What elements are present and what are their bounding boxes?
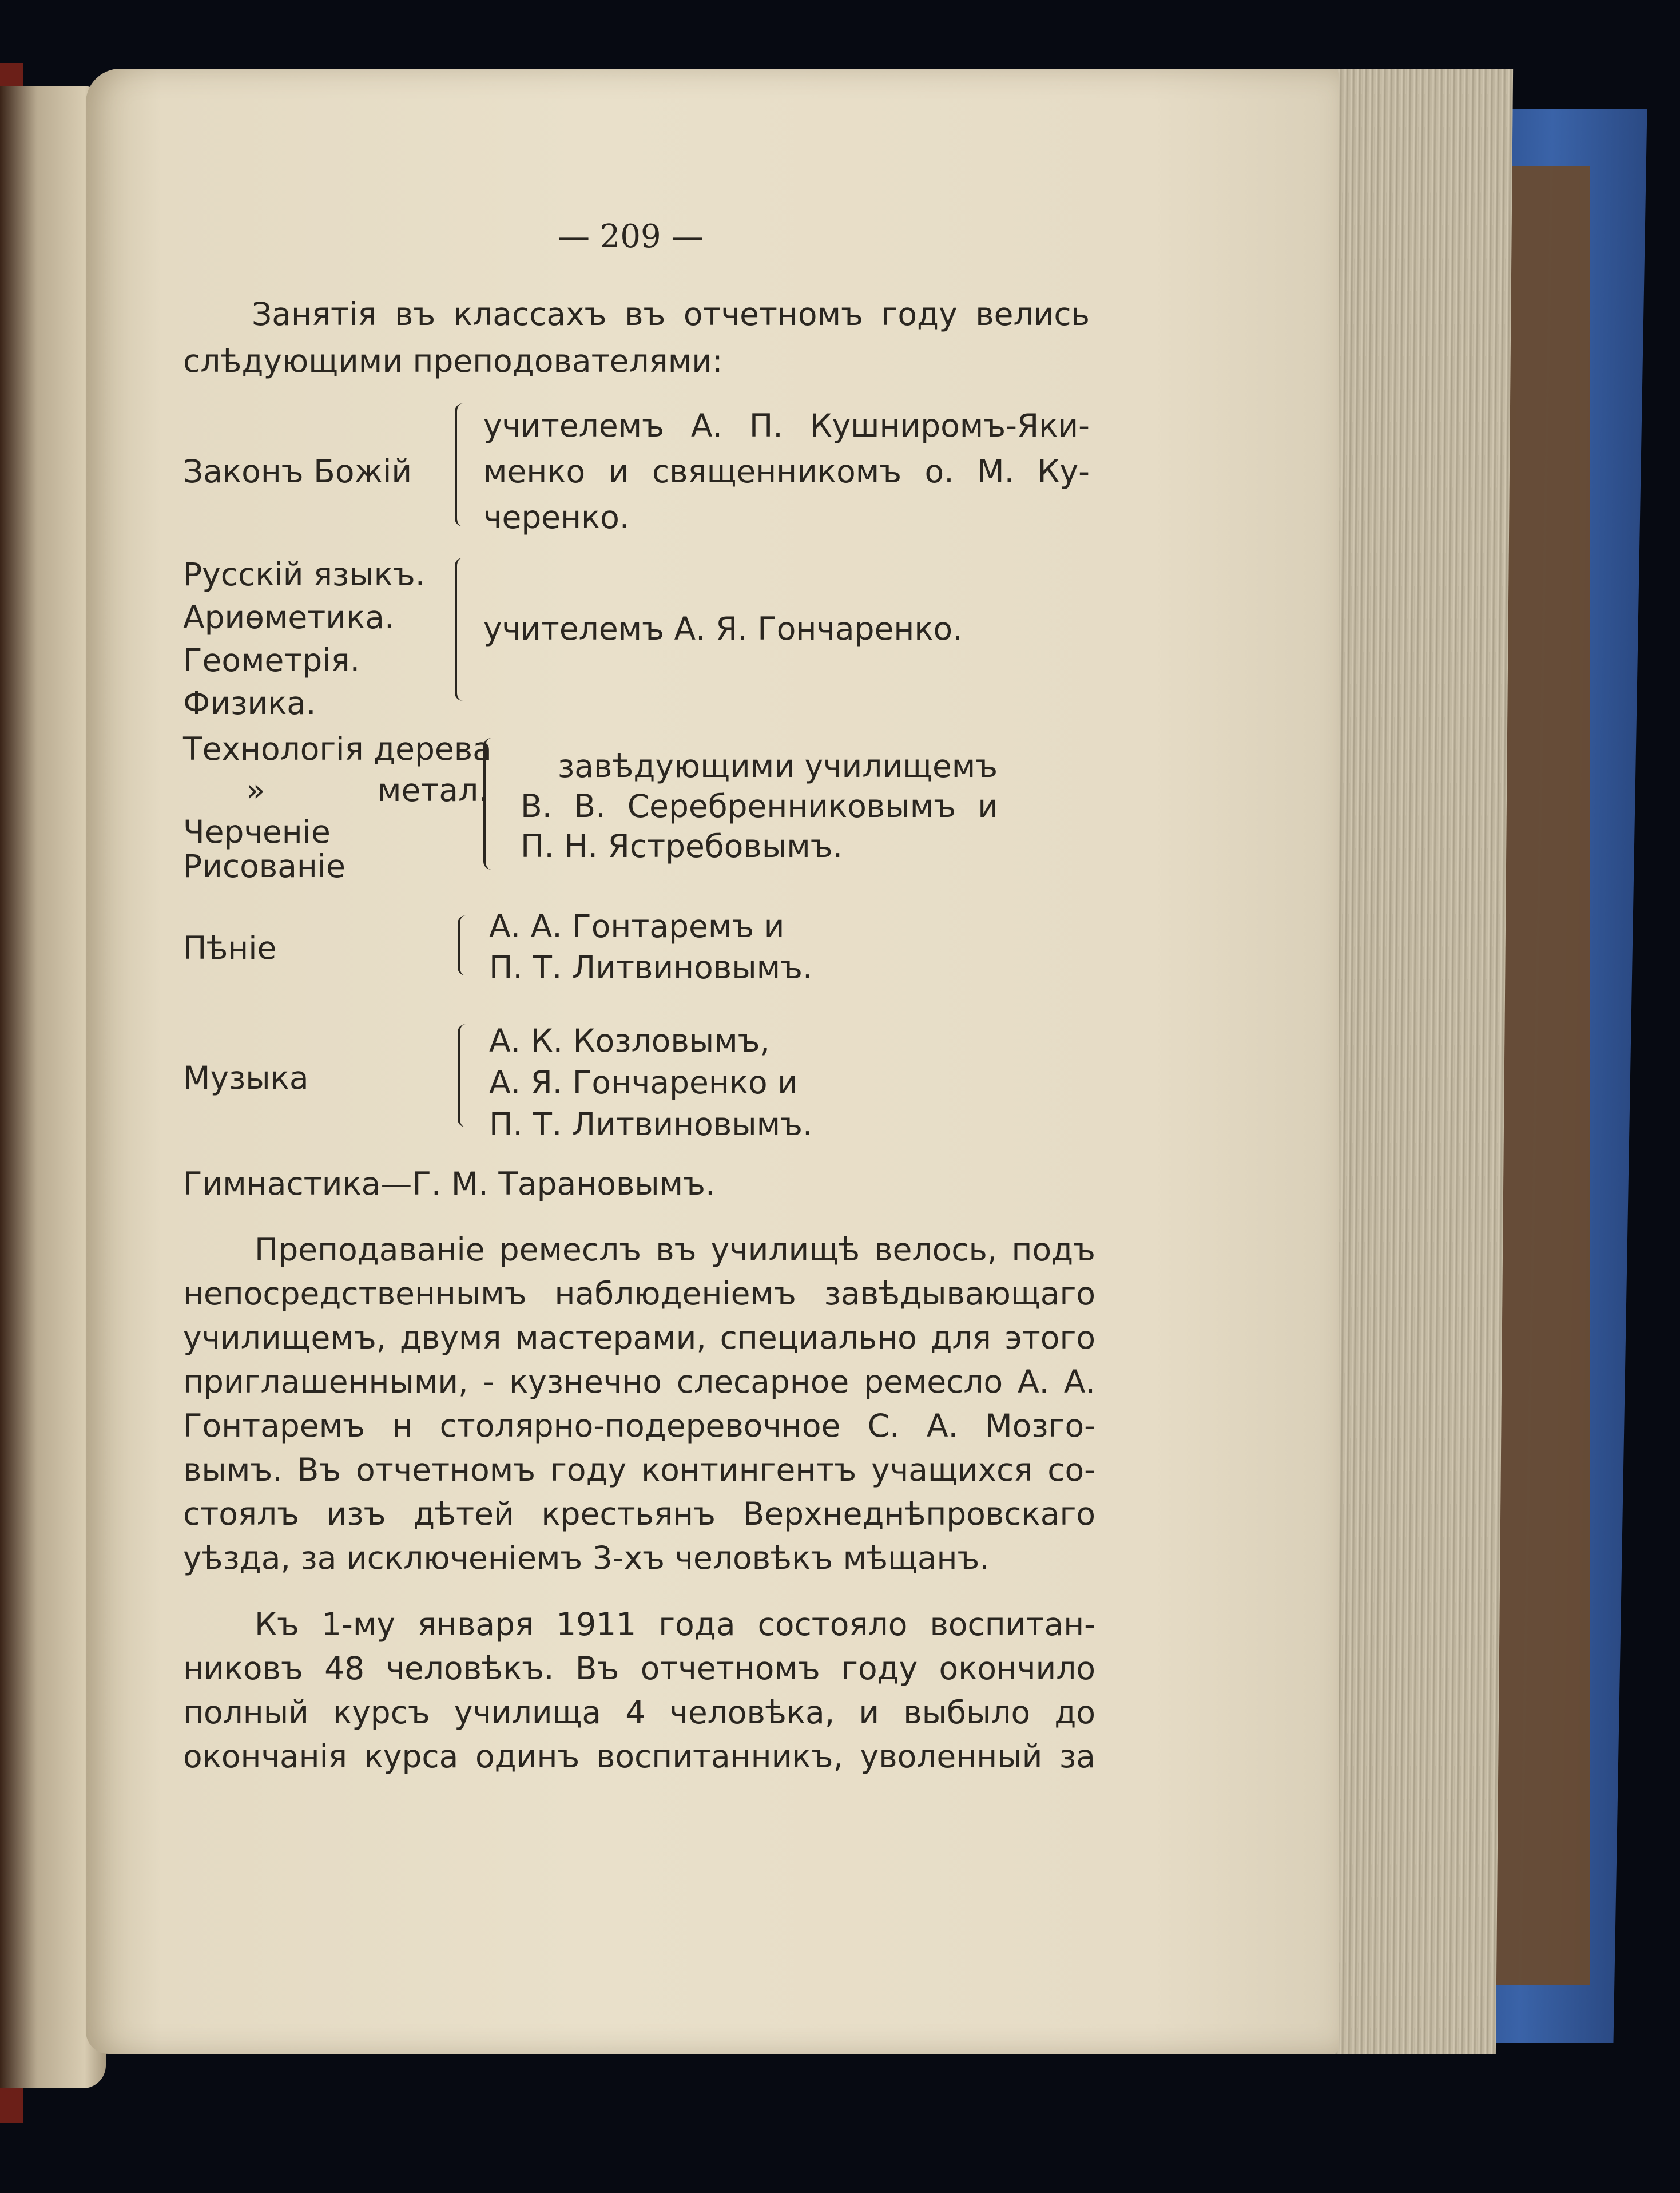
paragraph-line: Гонтаремъ н столярно-подеревочное С. А. Мозго- (183, 1407, 1095, 1444)
paragraph-line: училищемъ, двумя мастерами, специально для этого (183, 1319, 1095, 1356)
paragraph-line: стоялъ изъ дѣтей крестьянъ Верхнеднѣпровскаго (183, 1496, 1095, 1532)
teacher-line: черенко. (483, 499, 630, 536)
teacher-line: учителемъ А. П. Кушниромъ-Яки- (483, 407, 1090, 444)
subject-technology-wood: Технологія дерева (183, 731, 492, 767)
paragraph-line: уѣзда, за исключеніемъ 3-хъ человѣкъ мѣщанъ. (183, 1540, 990, 1576)
subject-music: Музыка (183, 1060, 309, 1096)
subject-physics: Физика. (183, 685, 316, 721)
subject-drawing: Черченіе (183, 814, 331, 850)
paragraph-line: Къ 1-му января 1911 года состояло воспитан- (255, 1606, 1095, 1643)
teacher-goncharenko: учителемъ А. Я. Гончаренко. (483, 610, 963, 647)
brace (455, 403, 470, 526)
paragraph-line: окончанія курса одинъ воспитанникъ, уволенный за (183, 1738, 1095, 1775)
subject-geometry: Геометрія. (183, 642, 360, 679)
brace (458, 915, 472, 975)
paragraph-line: никовъ 48 человѣкъ. Въ отчетномъ году окончило (183, 1650, 1095, 1687)
subject-russian: Русскій языкъ. (183, 556, 426, 593)
teacher-line: П. Т. Литвиновымъ. (489, 949, 813, 986)
subject-arithmetic: Ариѳметика. (183, 599, 395, 636)
brace (483, 738, 498, 870)
subject-singing: Пѣніе (183, 930, 277, 966)
paragraph-line: приглашенными, - кузнечно слесарное ремесло А. А. (183, 1363, 1095, 1400)
subject-art: Рисованіе (183, 848, 345, 885)
teacher-line: А. А. Гонтаремъ и (489, 908, 785, 945)
paragraph-line: полный курсъ училища 4 человѣка, и выбыло до (183, 1694, 1095, 1731)
teacher-line: А. К. Козловымъ, (489, 1022, 771, 1059)
paragraph-line: вымъ. Въ отчетномъ году контингентъ учащихся со- (183, 1452, 1095, 1488)
paragraph-line: непосредственнымъ наблюденіемъ завѣдывающаго (183, 1275, 1095, 1312)
ditto-mark: » (246, 772, 265, 808)
teacher-line: менко и священникомъ о. М. Ку- (483, 453, 1090, 490)
brace (455, 558, 470, 701)
intro-line-2: слѣдующими преподователями: (183, 343, 723, 379)
teacher-line: П. Т. Литвиновымъ. (489, 1106, 813, 1143)
subject-law-of-god: Законъ Божій (183, 453, 412, 490)
teacher-line: завѣдующими училищемъ (558, 748, 998, 784)
teacher-line: А. Я. Гончаренко и (489, 1064, 798, 1101)
teacher-line: В. В. Серебренниковымъ и (521, 788, 998, 824)
teacher-line: П. Н. Ястребовымъ. (521, 828, 843, 864)
brace (458, 1024, 472, 1127)
page-number: — 209 — (558, 218, 704, 255)
subject-technology-metal: метал. (378, 772, 488, 808)
subject-gymnastics: Гимнастика—Г. М. Тарановымъ. (183, 1165, 716, 1202)
paragraph-line: Преподаваніе ремеслъ въ училищѣ велось, подъ (255, 1231, 1095, 1268)
intro-line-1: Занятія въ классахъ въ отчетномъ году велись (252, 296, 1090, 332)
